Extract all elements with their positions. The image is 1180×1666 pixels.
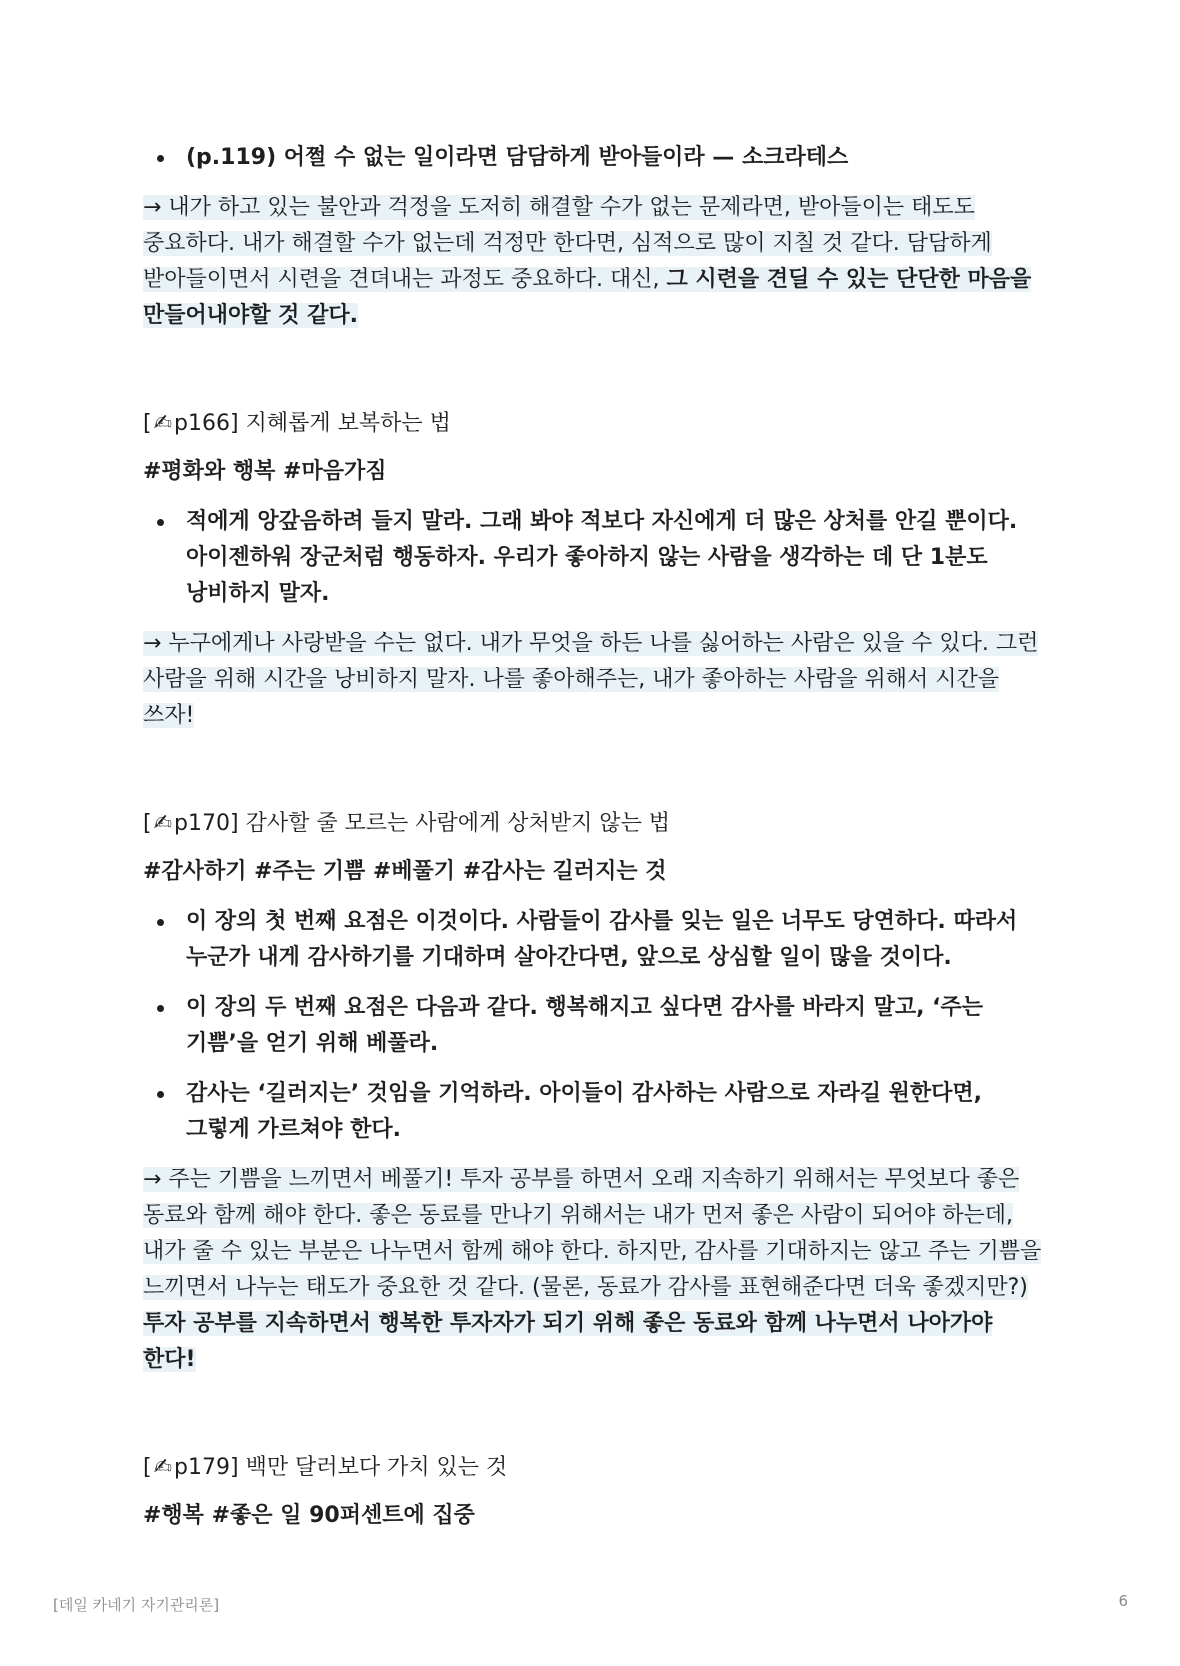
writing-hand-icon: ✍ [153, 1455, 173, 1480]
bullet-list [143, 904, 1048, 1148]
list-item [143, 990, 1048, 1062]
bullet-text: 이 장의 첫 번째 요점은 이것이다. 사람들이 감사를 잊는 일은 너무도 당연하다. 따라서 누군가 내게 감사하기를 기대하며 살아간다면, 앞으로 상심할 일이 많을 것이다. [186, 909, 1018, 970]
highlighted-text [143, 195, 1031, 328]
bullet-dot [157, 1091, 164, 1098]
bullet-dot [157, 155, 164, 162]
bullet-text: (p.119) 어쩔 수 없는 일이라면 담담하게 받아들이라 — 소크라테스 [186, 145, 849, 170]
section-heading [143, 806, 1048, 842]
note-bold-text: 투자 공부를 지속하면서 행복한 투자자가 되기 위해 좋은 동료와 함께 나누면서 나아가야 한다! [143, 1311, 993, 1372]
section-heading [143, 1450, 1048, 1486]
note-bold-text: 그 시련을 견딜 수 있는 단단한 마음을 만들어내야할 것 같다. [143, 267, 1032, 328]
note-text: → 내가 하고 있는 불안과 걱정을 도저히 해결할 수가 없는 문제라면, 받아들이는 태도도 중요하다. 내가 해결할 수가 없는데 걱정만 한다면, 심적으로 많이 지칠 것 같다. 담담하게 받아들이면서 시련을 견뎌내는 과정도 중요하다. 대신, [143, 195, 992, 292]
bullet-dot [157, 919, 164, 926]
bullet-text: 이 장의 두 번째 요점은 다음과 같다. 행복해지고 싶다면 감사를 바라지 말고, ‘주는 기쁨’을 얻기 위해 베풀라. [186, 995, 984, 1056]
reflection-note [143, 190, 1048, 334]
bullet-dot [157, 1005, 164, 1012]
highlighted-text [143, 631, 1038, 728]
page-number: 6 [1118, 1592, 1128, 1610]
highlighted-text [143, 1167, 1041, 1372]
list-item [143, 140, 1048, 176]
list-item [143, 1076, 1048, 1148]
bullet-text: 감사는 ‘길러지는’ 것임을 기억하라. 아이들이 감사하는 사람으로 자라길 원한다면, 그렇게 가르쳐야 한다. [186, 1081, 983, 1142]
hashtags: #행복 #좋은 일 90퍼센트에 집중 [143, 1503, 475, 1528]
note-text: → 주는 기쁨을 느끼면서 베풀기! 투자 공부를 하면서 오래 지속하기 위해서는 무엇보다 좋은 동료와 함께 해야 한다. 좋은 동료를 만나기 위해서는 내가 먼저 좋은 사람이 되어야 하는데, 내가 줄 수 있는 부분은 나누면서 함께 해야 한다. 하지만, 감사를 기대하지는 않고 주는 기쁨을 느끼면서 나누는 태도가 중요한 것 같다. (물론, 동료가 감사를 표현해준다면 더욱 좋겠지만?) [143, 1167, 1042, 1300]
heading-text: p170] 감사할 줄 모르는 사람에게 상처받지 않는 법 [174, 811, 671, 836]
heading-bracket: [ [143, 811, 152, 836]
writing-hand-icon: ✍ [153, 411, 173, 436]
bullet-text: 적에게 앙갚음하려 들지 말라. 그래 봐야 적보다 자신에게 더 많은 상처를 안길 뿐이다. 아이젠하워 장군처럼 행동하자. 우리가 좋아하지 않는 사람을 생각하는 데 단 1분도 낭비하지 말자. [186, 509, 1018, 606]
reflection-note [143, 1162, 1048, 1378]
list-item [143, 904, 1048, 976]
heading-bracket: [ [143, 1455, 152, 1480]
bullet-dot [157, 519, 164, 526]
section-heading [143, 406, 1048, 442]
reflection-note [143, 626, 1048, 734]
page-content [143, 140, 1048, 1548]
bullet-list [143, 140, 1048, 176]
writing-hand-icon: ✍ [153, 811, 173, 836]
bullet-list [143, 504, 1048, 612]
heading-text: p179] 백만 달러보다 가치 있는 것 [174, 1455, 508, 1480]
list-item [143, 504, 1048, 612]
heading-text: p166] 지혜롭게 보복하는 법 [174, 411, 451, 436]
heading-bracket: [ [143, 411, 152, 436]
hashtags: #감사하기 #주는 기쁨 #베풀기 #감사는 길러지는 것 [143, 859, 667, 884]
note-text: → 누구에게나 사랑받을 수는 없다. 내가 무엇을 하든 나를 싫어하는 사람은 있을 수 있다. 그런 사람을 위해 시간을 낭비하지 말자. 나를 좋아해주는, 내가 좋아하는 사람을 위해서 시간을 쓰자! [143, 631, 1039, 728]
footer-title: [데일 카네기 자기관리론] [53, 1596, 220, 1614]
hashtags: #평화와 행복 #마음가짐 [143, 459, 387, 484]
